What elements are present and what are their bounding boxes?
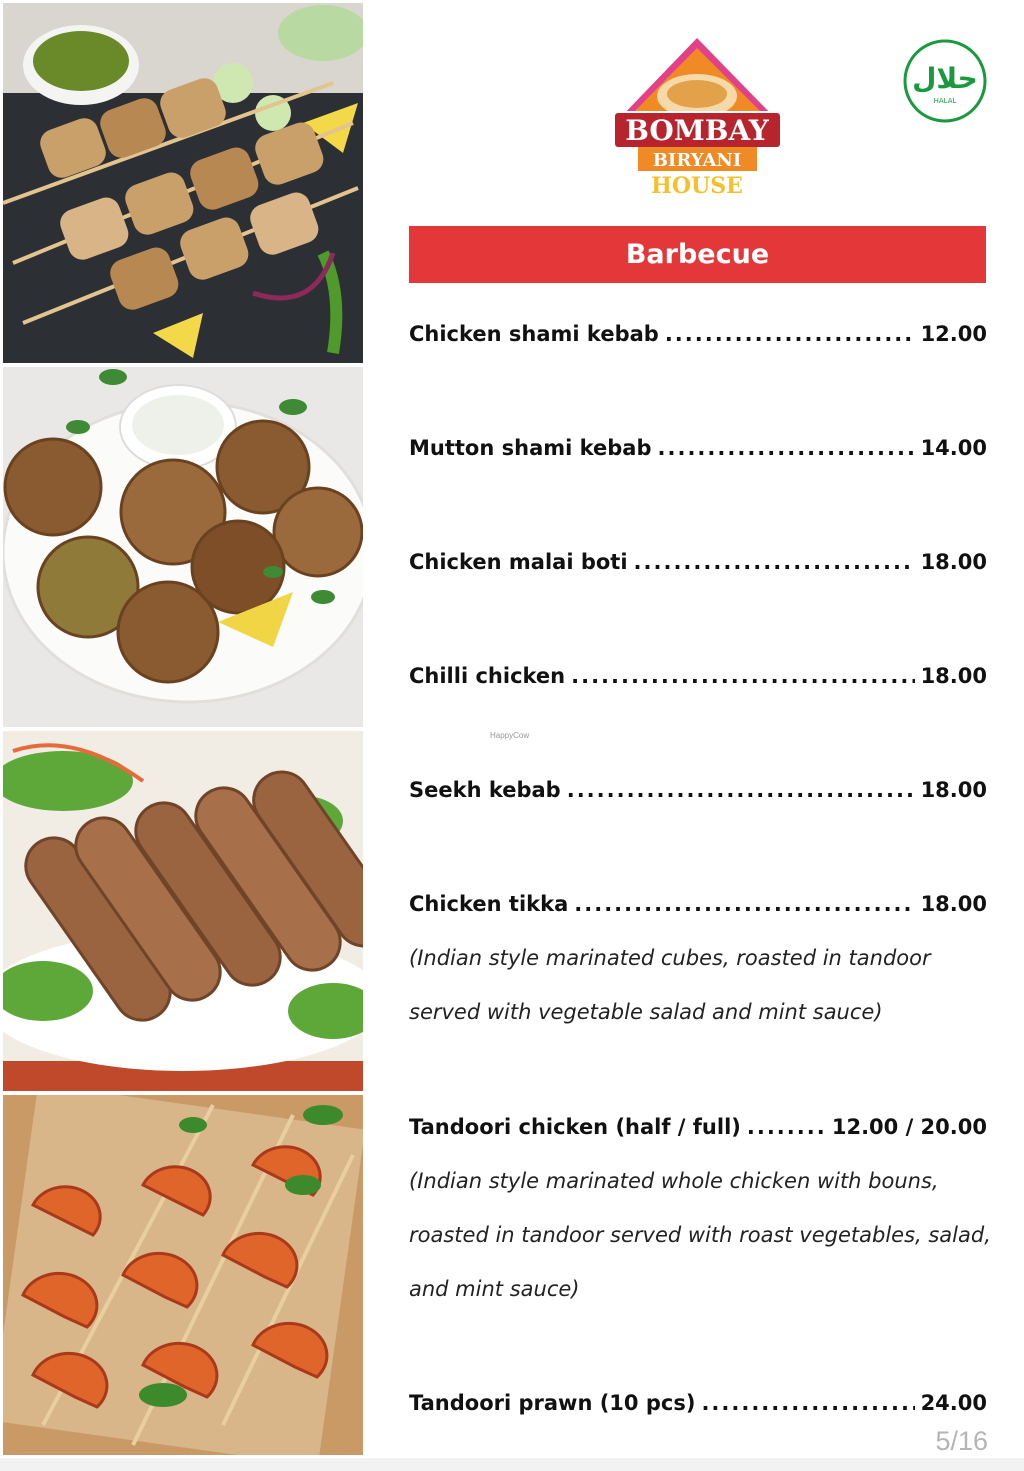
- menu-item-price: 18.00: [920, 664, 987, 688]
- menu-item: [409, 664, 987, 688]
- menu-item-price: 18.00: [920, 892, 987, 916]
- halal-text: HALAL: [933, 97, 957, 105]
- menu-item-price: 18.00: [920, 778, 987, 802]
- food-photo-seekh-kebab: [3, 731, 363, 1091]
- menu-item-name: Chicken malai boti: [409, 550, 628, 574]
- menu-item: [409, 436, 987, 460]
- menu-item: [409, 550, 987, 574]
- menu-item-name: Chicken tikka: [409, 892, 569, 916]
- menu-item-price: 18.00: [920, 550, 987, 574]
- menu-item-name: Tandoori prawn (10 pcs): [409, 1391, 696, 1415]
- menu-item-name: Seekh kebab: [409, 778, 561, 802]
- halal-arabic: حلال: [912, 62, 978, 95]
- bottom-bar: [0, 1458, 1024, 1471]
- menu-item-description: roasted in tandoor served with roast vegetables, salad,: [409, 1223, 991, 1247]
- menu-item: [409, 778, 987, 802]
- menu-item-description: and mint sauce): [409, 1277, 580, 1301]
- dot-leader: [634, 550, 915, 574]
- menu-item: [409, 1391, 987, 1415]
- menu-item-description: (Indian style marinated cubes, roasted in tandoor: [409, 946, 931, 970]
- menu-item-price: 12.00: [920, 322, 987, 346]
- logo-line3: HOUSE: [651, 173, 743, 199]
- menu-item-price: 14.00: [920, 436, 987, 460]
- halal-badge: [902, 38, 988, 124]
- menu-item-name: Tandoori chicken (half / full): [409, 1115, 741, 1139]
- dot-leader: [571, 664, 914, 688]
- food-photo-chicken-kebab-skewers: [3, 3, 363, 363]
- menu-item: [409, 892, 987, 916]
- menu-item-price: 24.00: [920, 1391, 987, 1415]
- dot-leader: [701, 1391, 914, 1415]
- food-photo-shami-kebab: [3, 367, 363, 727]
- dot-leader: [747, 1115, 826, 1139]
- restaurant-logo: [610, 36, 785, 201]
- watermark: HappyCow: [490, 731, 530, 740]
- food-photo-tandoori-prawn: [3, 1095, 363, 1455]
- section-title: Barbecue: [625, 239, 770, 270]
- dot-leader: [574, 892, 914, 916]
- menu-item: [409, 1115, 987, 1139]
- dot-leader: [658, 436, 915, 460]
- logo-line1: BOMBAY: [625, 114, 769, 147]
- page-number: 5/16: [935, 1426, 988, 1456]
- section-title-banner: [409, 226, 986, 283]
- menu-item-description: (Indian style marinated whole chicken with bouns,: [409, 1169, 939, 1193]
- menu-item-name: Chicken shami kebab: [409, 322, 659, 346]
- dot-leader: [665, 322, 915, 346]
- menu-item: [409, 322, 987, 346]
- menu-item-description: served with vegetable salad and mint sauce): [409, 1000, 883, 1024]
- menu-item-name: Mutton shami kebab: [409, 436, 652, 460]
- menu-item-price: 12.00 / 20.00: [831, 1115, 987, 1139]
- logo-line2: BIRYANI: [652, 150, 742, 171]
- dot-leader: [567, 778, 915, 802]
- menu-item-name: Chilli chicken: [409, 664, 566, 688]
